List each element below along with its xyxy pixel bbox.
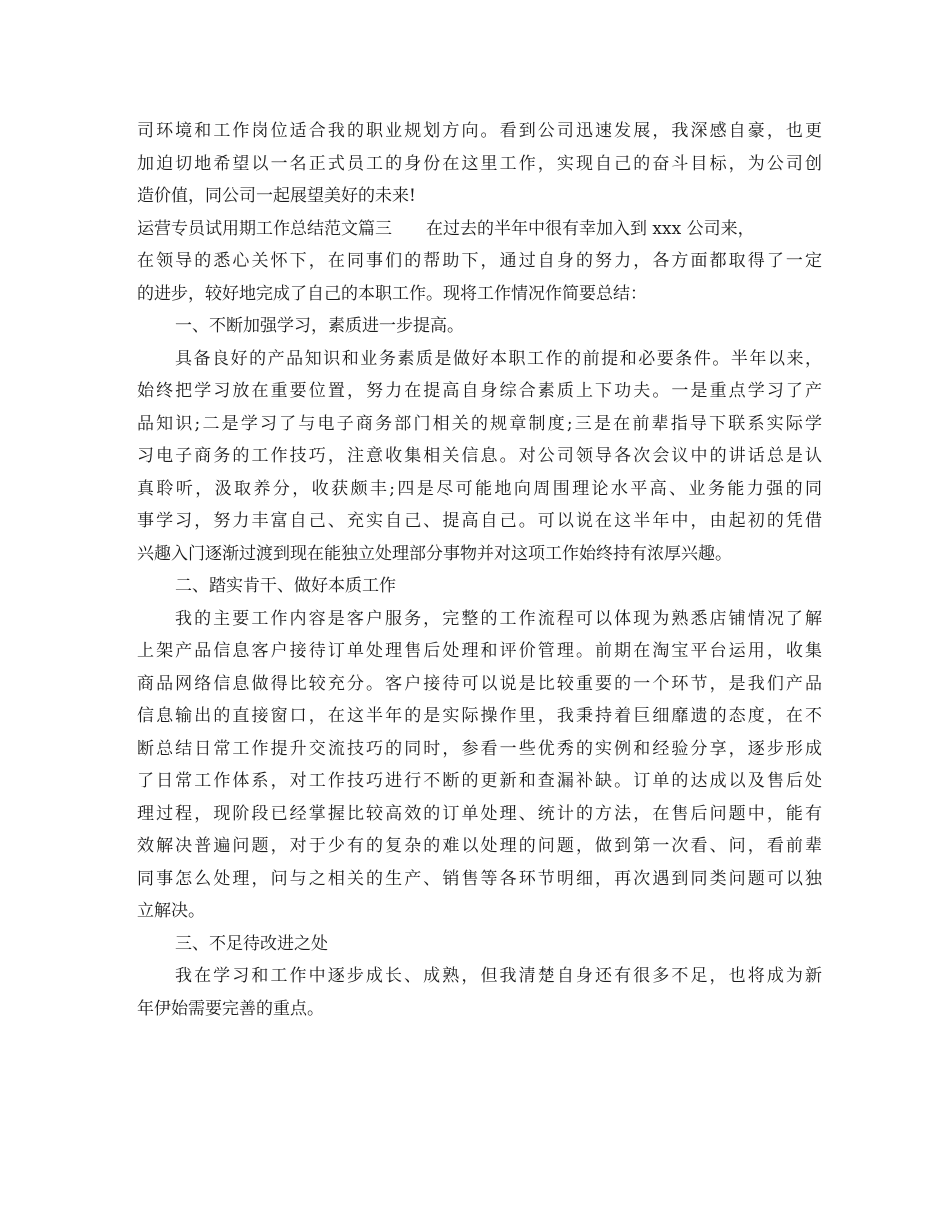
section-heading: 二、踏实肯干、做好本质工作: [175, 576, 396, 596]
text-line: 理过程，现阶段已经掌握比较高效的订单处理、统计的方法，在售后问题中，能有: [137, 803, 822, 824]
section-title-line: [137, 213, 822, 246]
text-line: 我在学习和工作中逐步成长、成熟，但我清楚自身还有很多不足，也将成为新: [175, 966, 822, 986]
text-line: 信息输出的直接窗口，在这半年的是实际操作里，我秉持着巨细靡遗的态度，在不: [137, 706, 822, 726]
text-line: 加迫切地希望以一名正式员工的身份在这里工作，实现自己的奋斗目标，为公司创: [137, 153, 822, 174]
text-line: 年伊始需要完善的重点。: [137, 998, 324, 1019]
text-line: 兴趣入门逐渐过渡到现在能独立处理部分事物并对这项工作始终持有浓厚兴趣。: [137, 543, 732, 564]
text-line: 始终把学习放在重要位置，努力在提高自身综合素质上下功夫。一是重点学习了产: [137, 381, 822, 401]
article-title: 运营专员试用期工作总结范文篇三: [137, 218, 392, 239]
text-line: 立解决。: [137, 901, 205, 921]
document-page: [137, 115, 822, 1025]
section-heading: 三、不足待改进之处: [175, 933, 328, 954]
title-continuation: 在过去的半年中很有幸加入到 xxx 公司来，: [426, 218, 755, 239]
text-line: 同事怎么处理，问与之相关的生产、销售等各环节明细，再次遇到同类问题可以独: [137, 868, 822, 889]
text-line: 的进步，较好地完成了自己的本职工作。现将工作情况作简要总结：: [137, 283, 647, 304]
text-line: 具备良好的产品知识和业务素质是做好本职工作的前提和必要条件。半年以来，: [175, 348, 822, 369]
text-line: 商品网络信息做得比较充分。客户接待可以说是比较重要的一个环节，是我们产品: [137, 673, 822, 694]
text-line: 在领导的悉心关怀下，在同事们的帮助下，通过自身的努力，各方面都取得了一定: [137, 251, 822, 271]
text-line: 事学习，努力丰富自己、充实自己、提高自己。可以说在这半年中，由起初的凭借: [137, 511, 822, 531]
text-line: 上架产品信息客户接待订单处理售后处理和评价管理。前期在淘宝平台运用，收集: [137, 641, 822, 661]
text-line: 我的主要工作内容是客户服务，完整的工作流程可以体现为熟悉店铺情况了解: [175, 608, 822, 629]
text-line: 了日常工作体系，对工作技巧进行不断的更新和查漏补缺。订单的达成以及售后处: [137, 771, 822, 791]
text-line: 品知识;二是学习了与电子商务部门相关的规章制度;三是在前辈指导下联系实际学: [137, 413, 822, 434]
text-line: 造价值，同公司一起展望美好的未来!: [137, 186, 416, 206]
text-line: 习电子商务的工作技巧，注意收集相关信息。对公司领导各次会议中的讲话总是认: [137, 446, 822, 466]
text-line: 断总结日常工作提升交流技巧的同时，参看一些优秀的实例和经验分享，逐步形成: [137, 738, 822, 759]
text-line: 司环境和工作岗位适合我的职业规划方向。看到公司迅速发展，我深感自豪，也更: [137, 121, 822, 141]
text-line: 效解决普遍问题，对于少有的复杂的难以处理的问题，做到第一次看、问，看前辈: [137, 836, 822, 856]
section-heading: 一、不断加强学习，素质进一步提高。: [175, 316, 464, 336]
text-line: 真聆听，汲取养分，收获颇丰;四是尽可能地向周围理论水平高、业务能力强的同: [137, 478, 822, 499]
